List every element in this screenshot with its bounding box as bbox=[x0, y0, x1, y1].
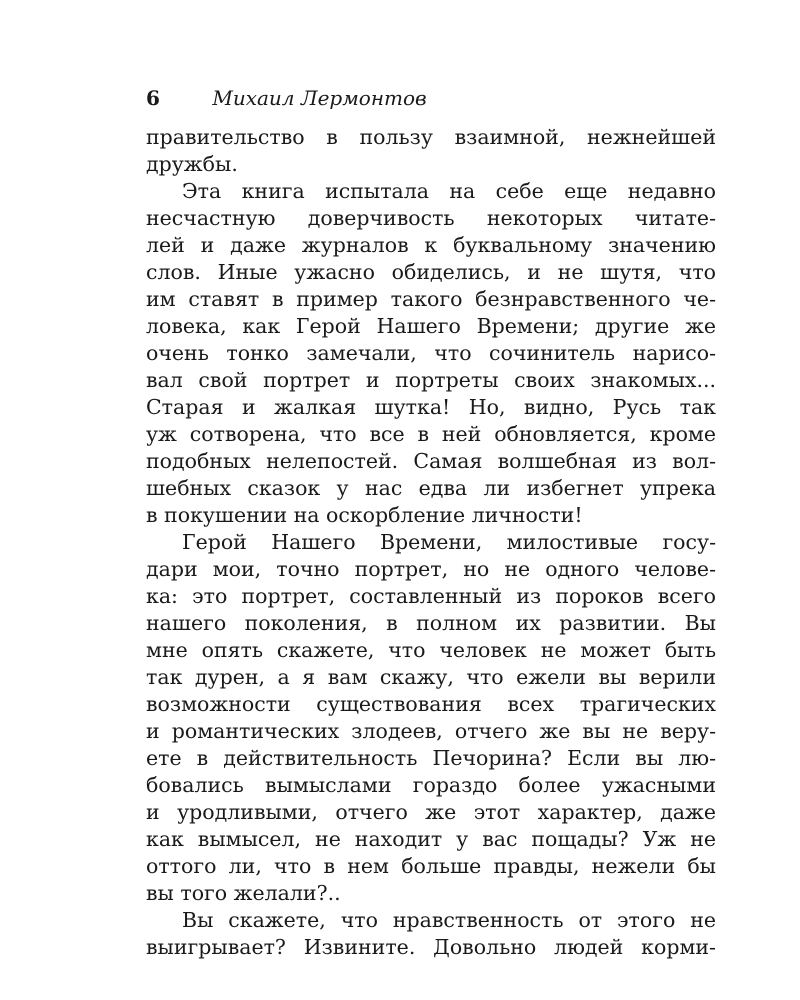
text-line: как вымысел, не находит у вас пощады? Уж не bbox=[146, 827, 716, 851]
text-line: и уродливыми, отчего же этот характер, даже bbox=[146, 800, 716, 824]
text-line: дружбы. bbox=[146, 152, 238, 176]
text-line: шебных сказок у нас едва ли избегнет упрека bbox=[146, 476, 716, 500]
text-line: оттого ли, что в нем больше правды, нежели бы bbox=[146, 854, 716, 878]
text-line: дари мои, точно портрет, но не одного челове- bbox=[146, 557, 716, 581]
text-line: мне опять скажете, что человек не может быть bbox=[146, 638, 716, 662]
text-line: Старая и жалкая шутка! Но, видно, Русь так bbox=[146, 395, 716, 419]
text-line: и романтических злодеев, отчего же вы не веру- bbox=[146, 719, 716, 743]
text-line: выигрывает? Извините. Довольно людей корми- bbox=[146, 935, 716, 959]
text-line: возможности существования всех трагических bbox=[146, 692, 716, 716]
text-line: вы того желали?.. bbox=[146, 881, 341, 905]
text-line: Эта книга испытала на себе еще недавно bbox=[182, 179, 716, 203]
text-line: слов. Иные ужасно обиделись, и не шутя, что bbox=[146, 260, 716, 284]
text-line: им ставят в пример такого безнравственного че- bbox=[146, 287, 716, 311]
text-line: нашего поколения, в полном их развитии. Вы bbox=[146, 611, 716, 635]
text-line: так дурен, а я вам скажу, что ежели вы верили bbox=[146, 665, 716, 689]
running-title: Михаил Лермонтов bbox=[212, 86, 427, 110]
text-line: лей и даже журналов к буквальному значению bbox=[146, 233, 716, 257]
text-line: несчастную доверчивость некоторых читате- bbox=[146, 206, 716, 230]
text-line: правительство в пользу взаимной, нежнейшей bbox=[146, 125, 716, 149]
page-number: 6 bbox=[146, 86, 160, 110]
text-line: вал свой портрет и портреты своих знакомых... bbox=[146, 368, 716, 392]
text-line: Герой Нашего Времени, милостивые госу- bbox=[182, 530, 716, 554]
body-text bbox=[146, 124, 716, 961]
running-head bbox=[146, 84, 716, 112]
text-line: ка: это портрет, составленный из пороков всего bbox=[146, 584, 716, 608]
text-line: бовались вымыслами гораздо более ужасными bbox=[146, 773, 716, 797]
text-line: ловека, как Герой Нашего Времени; другие же bbox=[146, 314, 716, 338]
text-line: подобных нелепостей. Самая волшебная из вол- bbox=[146, 449, 716, 473]
text-line: ете в действительность Печорина? Если вы лю- bbox=[146, 746, 716, 770]
text-line: уж сотворена, что все в ней обновляется, кроме bbox=[146, 422, 716, 446]
text-line: в покушении на оскорбление личности! bbox=[146, 503, 583, 527]
text-line: Вы скажете, что нравственность от этого не bbox=[182, 908, 716, 932]
text-line: очень тонко замечали, что сочинитель нарисо- bbox=[146, 341, 716, 365]
